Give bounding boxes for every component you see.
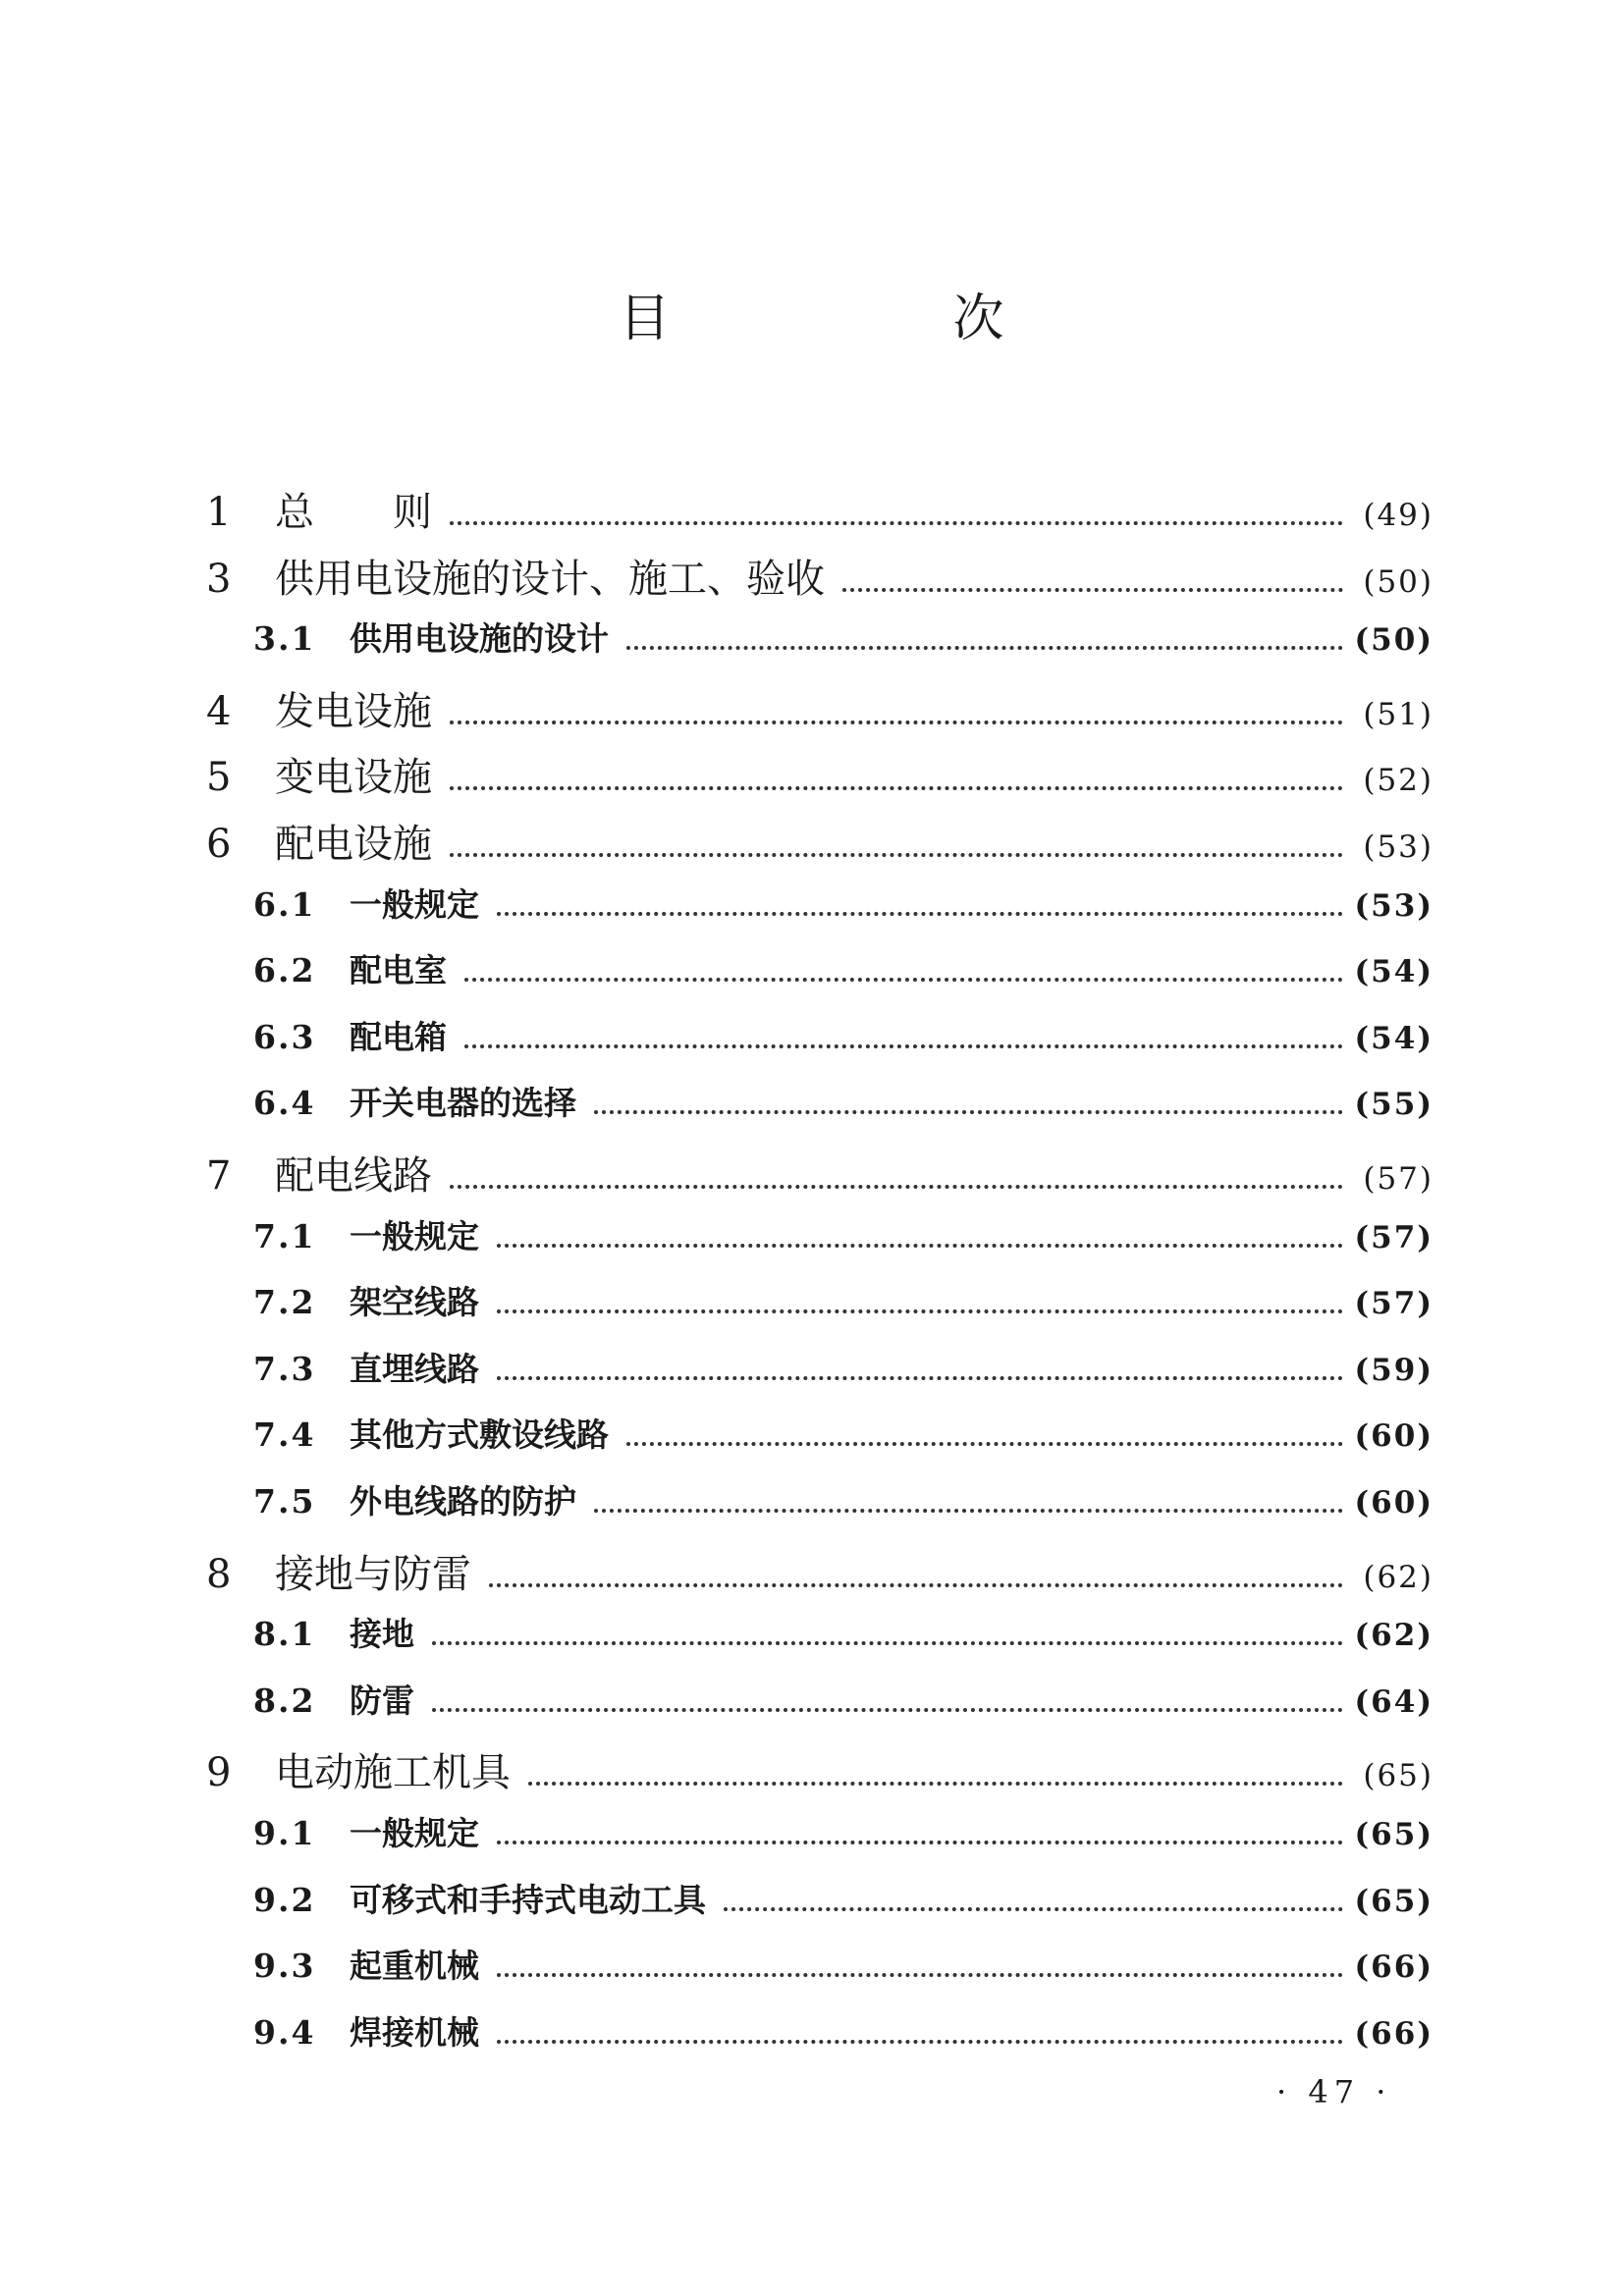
toc-section-entry[interactable] [253,1012,1434,1058]
dot-leader [450,1185,1343,1189]
dot-leader [464,978,1343,982]
entry-title: 变电设施 [275,755,432,801]
toc-chapter-entry[interactable] [206,1145,1434,1201]
dot-leader [626,646,1343,650]
entry-number: 6.3 [253,1017,316,1056]
dot-leader [432,1708,1343,1712]
entry-page-number: (57) [1354,1219,1434,1255]
toc-section-entry[interactable] [253,1808,1434,1854]
entry-title: 配电室 [350,951,447,990]
toc-section-entry[interactable] [253,1344,1434,1390]
entry-title: 总 则 [275,490,432,535]
entry-page-number: (60) [1354,1418,1434,1455]
entry-title: 焊接机械 [350,2012,479,2052]
dot-leader [489,1583,1343,1587]
toc-chapter-entry[interactable] [206,746,1434,802]
entry-title: 外电线路的防护 [350,1482,576,1521]
entry-number: 7.5 [253,1482,316,1521]
dot-leader [450,721,1343,724]
toc-chapter-entry[interactable] [206,813,1434,869]
entry-page-number: (53) [1363,829,1434,865]
entry-number: 6.1 [253,884,316,924]
dot-leader [594,1110,1343,1114]
entry-title: 供用电设施的设计 [350,619,609,659]
entry-number: 9.4 [253,2012,316,2052]
entry-title: 配电箱 [350,1017,447,1056]
entry-title: 防雷 [350,1681,414,1720]
dot-leader [464,1044,1343,1048]
dot-leader [497,1376,1343,1380]
entry-number: 6 [206,822,232,867]
entry-number: 1 [206,490,232,535]
entry-title: 一般规定 [350,1814,479,1852]
entry-number: 9.2 [253,1880,316,1919]
entry-page-number: (54) [1354,1020,1434,1056]
entry-page-number: (60) [1354,1485,1434,1521]
entry-number: 7 [206,1153,232,1199]
entry-title: 供用电设施的设计、施工、验收 [275,556,825,602]
dot-leader [497,912,1343,916]
dot-leader [450,521,1343,525]
entry-page-number: (65) [1354,1817,1434,1852]
entry-number: 8.2 [253,1681,316,1720]
entry-title: 一般规定 [350,1216,479,1255]
entry-title: 开关电器的选择 [350,1084,576,1123]
toc-chapter-entry[interactable] [206,481,1434,537]
entry-title: 电动施工机具 [275,1750,511,1796]
dot-leader [724,1907,1343,1911]
entry-title: 发电设施 [275,688,432,734]
entry-number: 3 [206,556,232,602]
dot-leader [432,1641,1343,1645]
entry-page-number: (57) [1363,1161,1434,1197]
entry-title: 一般规定 [350,884,479,924]
entry-page-number: (50) [1363,563,1434,600]
toc-section-entry[interactable] [253,1410,1434,1456]
toc-section-entry[interactable] [253,1676,1434,1722]
toc-section-entry[interactable] [253,945,1434,991]
entry-title: 架空线路 [350,1283,479,1322]
toc-chapter-entry[interactable] [206,1543,1434,1599]
entry-page-number: (53) [1354,887,1434,924]
entry-number: 6.2 [253,951,316,990]
dot-leader [842,588,1343,592]
entry-page-number: (51) [1363,696,1434,732]
toc-section-entry[interactable] [253,1609,1434,1655]
entry-title: 接地与防雷 [275,1551,471,1597]
toc-section-entry[interactable] [253,1211,1434,1257]
dot-leader [497,1244,1343,1248]
entry-title: 直埋线路 [350,1349,479,1388]
entry-title: 配电设施 [275,822,432,867]
entry-title: 可移式和手持式电动工具 [350,1880,706,1919]
entry-page-number: (65) [1363,1758,1434,1794]
dot-leader [497,1309,1343,1313]
entry-number: 8 [206,1551,232,1597]
entry-number: 5 [206,755,232,801]
dot-leader [594,1509,1343,1513]
entry-number: 6.4 [253,1084,316,1123]
toc-section-entry[interactable] [253,614,1434,660]
entry-number: 7.4 [253,1415,316,1455]
entry-page-number: (62) [1363,1559,1434,1595]
entry-page-number: (49) [1363,498,1434,533]
entry-number: 4 [206,688,232,734]
dot-leader [497,1841,1343,1844]
toc-chapter-entry[interactable] [206,680,1434,736]
toc-section-entry[interactable] [253,880,1434,926]
entry-page-number: (66) [1354,1949,1434,1986]
entry-number: 8.1 [253,1615,316,1654]
entry-number: 7.2 [253,1283,316,1322]
toc-section-entry[interactable] [253,1875,1434,1921]
dot-leader [626,1442,1343,1446]
entry-number: 9 [206,1750,232,1796]
dot-leader [450,786,1343,790]
entry-page-number: (54) [1354,954,1434,990]
entry-page-number: (65) [1354,1883,1434,1919]
entry-page-number: (57) [1354,1286,1434,1322]
entry-page-number: (52) [1363,763,1434,799]
dot-leader [450,853,1343,857]
entry-number: 9.1 [253,1814,316,1852]
entry-page-number: (55) [1354,1087,1434,1123]
toc-section-entry[interactable] [253,1476,1434,1522]
entry-title: 接地 [350,1615,414,1654]
entry-page-number: (66) [1354,2015,1434,2052]
page-title: 目 次 [619,290,1120,348]
toc-chapter-entry[interactable] [206,1741,1434,1797]
entry-title: 配电线路 [275,1153,432,1199]
dot-leader [497,1973,1343,1977]
entry-page-number: (50) [1354,622,1434,659]
entry-page-number: (64) [1354,1683,1434,1720]
entry-number: 9.3 [253,1947,316,1986]
toc-chapter-entry[interactable] [206,548,1434,604]
entry-title: 起重机械 [350,1947,479,1986]
dot-leader [497,2040,1343,2044]
toc-section-entry[interactable] [253,2007,1434,2054]
toc-section-entry[interactable] [253,1277,1434,1323]
page-number: · 47 · [1276,2073,1392,2110]
entry-number: 7.1 [253,1216,316,1255]
entry-title: 其他方式敷设线路 [350,1415,609,1455]
dot-leader [528,1782,1343,1786]
toc-section-entry[interactable] [253,1078,1434,1124]
entry-page-number: (62) [1354,1618,1434,1654]
entry-page-number: (59) [1354,1352,1434,1388]
toc-section-entry[interactable] [253,1941,1434,1987]
entry-number: 3.1 [253,619,316,659]
entry-number: 7.3 [253,1349,316,1388]
